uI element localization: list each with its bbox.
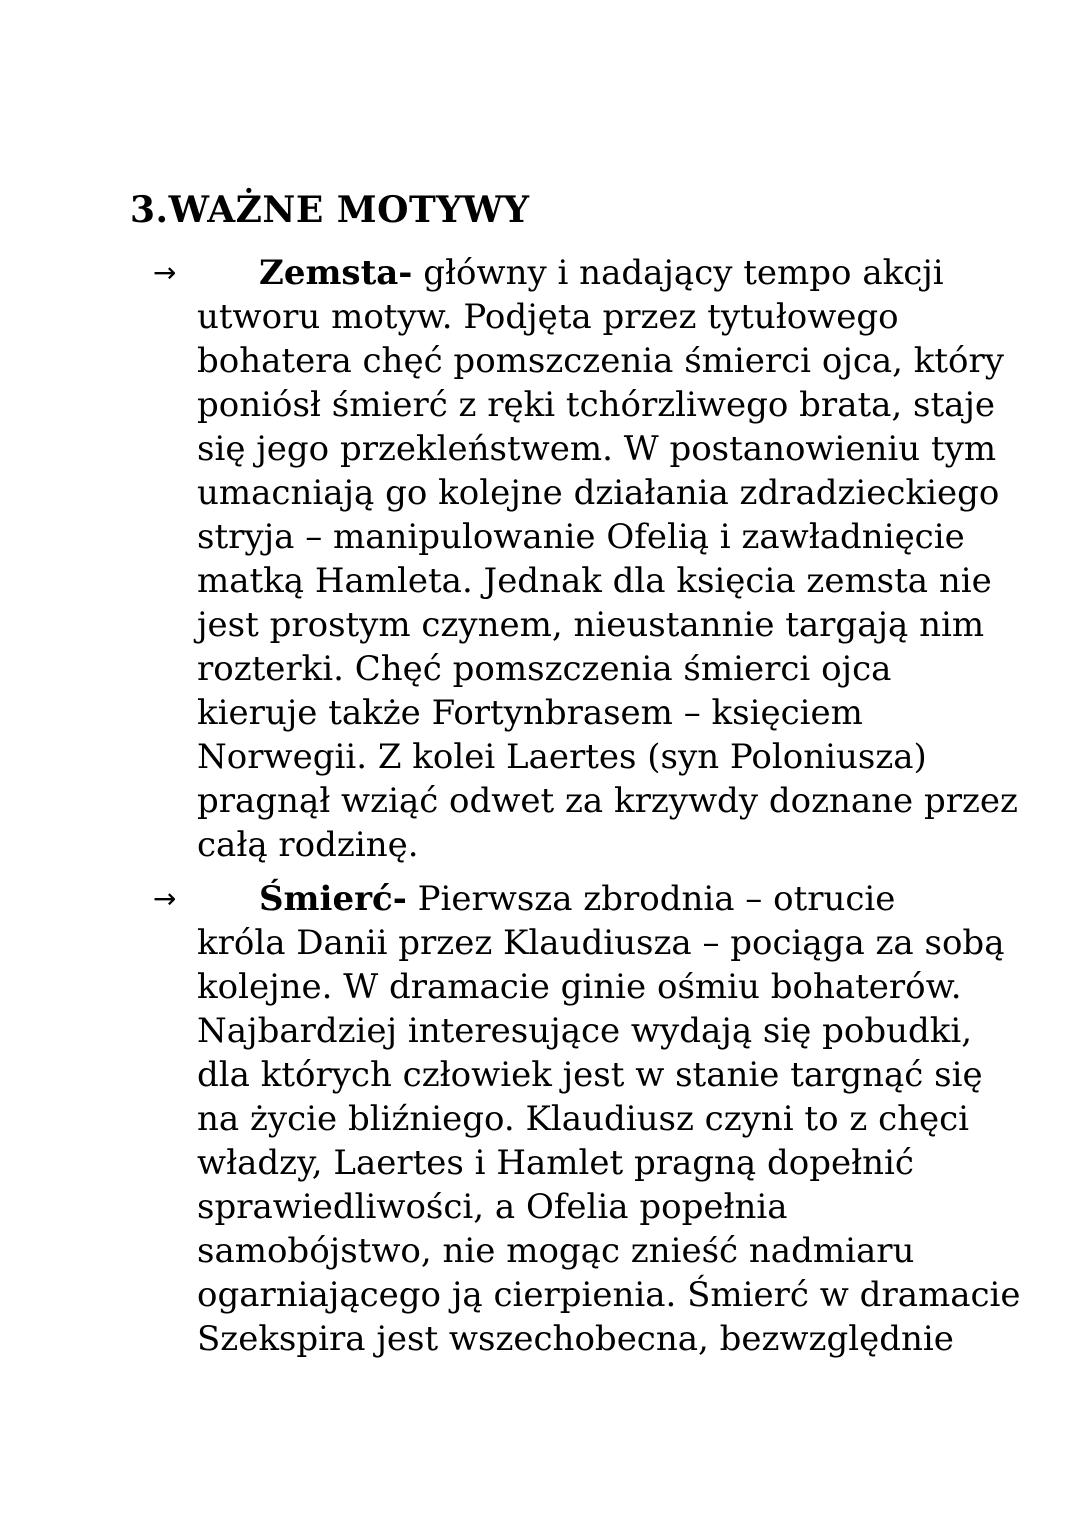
paragraph-line: kolejne. W dramacie ginie ośmiu bohaterów. bbox=[197, 967, 962, 1007]
paragraph-line: pragnął wziąć odwet za krzywdy doznane przez bbox=[197, 781, 1018, 821]
paragraph-line: samobójstwo, nie mogąc znieść nadmiaru bbox=[197, 1231, 915, 1271]
arrow-bullet-icon: → bbox=[153, 256, 177, 289]
paragraph-line: utworu motyw. Podjęta przez tytułowego bbox=[197, 297, 899, 337]
motif-text: główny i nadający tempo akcji bbox=[412, 253, 944, 293]
paragraph-line: rozterki. Chęć pomszczenia śmierci ojca bbox=[197, 649, 892, 689]
paragraph-line: jest prostym czynem, nieustannie targają nim bbox=[197, 605, 985, 645]
paragraph-line: całą rodzinę. bbox=[197, 825, 419, 865]
paragraph-line: ogarniającego ją cierpienia. Śmierć w dramacie bbox=[197, 1275, 1021, 1315]
motif-text: Pierwsza zbrodnia – otrucie bbox=[406, 879, 896, 919]
section-heading: 3.WAŻNE MOTYWY bbox=[130, 189, 530, 231]
paragraph-line: Norwegii. Z kolei Laertes (syn Poloniusza) bbox=[197, 737, 927, 777]
paragraph-line: się jego przekleństwem. W postanowieniu tym bbox=[197, 429, 997, 469]
paragraph-line: króla Danii przez Klaudiusza – pociąga za sobą bbox=[197, 923, 1005, 963]
motif-first-line bbox=[197, 877, 967, 921]
paragraph-line: umacniają go kolejne działania zdradzieckiego bbox=[197, 473, 1000, 513]
motif-term: Zemsta- bbox=[259, 253, 413, 293]
paragraph-line: Najbardziej interesujące wydają się pobudki, bbox=[197, 1011, 973, 1051]
paragraph-line: kieruje także Fortynbrasem – księciem bbox=[197, 693, 863, 733]
paragraph-line: dla których człowiek jest w stanie targnąć się bbox=[197, 1055, 983, 1095]
paragraph-line: sprawiedliwości, a Ofelia popełnia bbox=[197, 1187, 788, 1227]
paragraph-line: władzy, Laertes i Hamlet pragną dopełnić bbox=[197, 1143, 914, 1183]
paragraph-line: matką Hamleta. Jednak dla księcia zemsta nie bbox=[197, 561, 992, 601]
paragraph-line: na życie bliźniego. Klaudiusz czyni to z chęci bbox=[197, 1099, 970, 1139]
paragraph-line: stryja – manipulowanie Ofelią i zawładnięcie bbox=[197, 517, 965, 557]
motif-item-revenge bbox=[153, 251, 1018, 867]
arrow-bullet-icon: → bbox=[153, 882, 177, 915]
motif-first-line bbox=[197, 251, 967, 295]
motif-item-death bbox=[153, 877, 1021, 1361]
motif-term: Śmierć- bbox=[259, 879, 407, 919]
paragraph-line: Szekspira jest wszechobecna, bezwzględnie bbox=[197, 1319, 954, 1359]
paragraph-line: bohatera chęć pomszczenia śmierci ojca, który bbox=[197, 341, 1004, 381]
paragraph-line: poniósł śmierć z ręki tchórzliwego brata, staje bbox=[197, 385, 996, 425]
